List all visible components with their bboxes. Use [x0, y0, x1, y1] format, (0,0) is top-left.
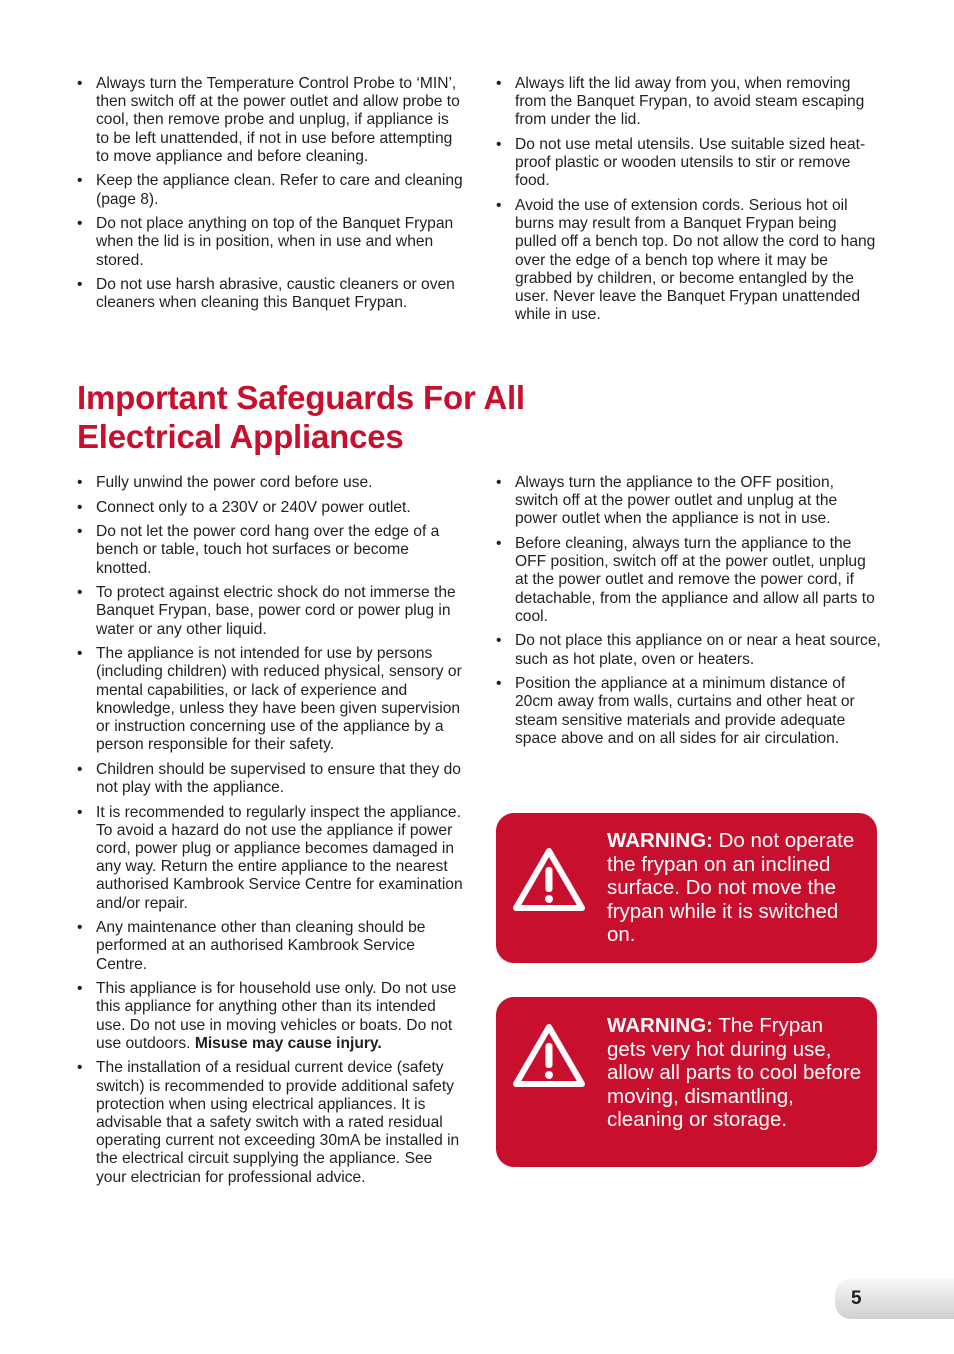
bullet-list: [77, 75, 465, 313]
warning-text: [607, 829, 862, 947]
list-item-text: Always lift the lid away from you, when removing from the Banquet Frypan, to avoid steam escaping from under the lid.: [515, 75, 865, 129]
bullet-icon: •: [496, 632, 502, 650]
warning-text: [607, 1014, 862, 1132]
bullet-icon: •: [77, 75, 83, 92]
section-heading-line-1: Important Safeguards For All: [77, 379, 525, 416]
list-item: [496, 136, 876, 191]
list-item-text: Always turn the appliance to the OFF position, switch off at the power outlet and unplug at the power outlet when the appliance is not in use.: [515, 474, 838, 528]
bullet-icon: •: [77, 1059, 83, 1077]
list-item: [496, 197, 876, 324]
list-item-text: Children should be supervised to ensure that they do not play with the appliance.: [96, 760, 461, 796]
warning-triangle-icon: [510, 1021, 588, 1091]
list-item: [77, 75, 465, 166]
section-heading-line-2: Electrical Appliances: [77, 417, 404, 455]
list-item-text: Position the appliance at a minimum distance of 20cm away from walls, curtains and other heat or steam sensitive materials and provide adequate space above and on all sides for air circulation.: [515, 675, 855, 747]
bullet-icon: •: [77, 803, 83, 821]
bottom-left-column: [77, 474, 465, 1193]
list-item: [77, 474, 465, 492]
bullet-icon: •: [77, 474, 83, 491]
list-item: [77, 980, 465, 1053]
bullet-list: [496, 474, 881, 748]
list-item: [77, 645, 465, 754]
section-heading: [77, 379, 525, 456]
list-item-text: Do not let the power cord hang over the edge of a bench or table, touch hot surfaces or become knotted.: [96, 523, 440, 577]
list-item: [77, 584, 465, 639]
bullet-icon: •: [77, 276, 83, 294]
bullet-icon: •: [77, 215, 83, 233]
warning-label: WARNING:: [607, 1014, 713, 1037]
bullet-icon: •: [496, 675, 502, 693]
list-item-text: The installation of a residual current device (safety switch) is recommended to provide additional safety protection when using electrical appliances. It is advisable that a safety switch with a rated residual operating current not exceeding 30mA be installed in the electrical circuit supplying the appliance. See your electrician for professional advice.: [96, 1059, 460, 1186]
list-item-text: Connect only to a 230V or 240V power outlet.: [96, 498, 411, 516]
list-item: [77, 215, 465, 270]
bullet-icon: •: [77, 645, 83, 663]
list-item: [496, 535, 881, 626]
warning-message: Do not operate the frypan on an inclined surface. Do not move the frypan while it is switched on.: [607, 829, 855, 947]
list-item-text: To protect against electric shock do not immerse the Banquet Frypan, base, power cord or power plug in water or any other liquid.: [96, 584, 456, 638]
bullet-icon: •: [77, 172, 83, 190]
list-item-text: The appliance is not intended for use by persons (including children) with reduced physical, sensory or mental capabilities, or lack of experience and knowledge, unless they have been given supervision or instruction concerning use of the appliance by a person responsible for their safety.: [96, 645, 462, 754]
bullet-icon: •: [77, 584, 83, 602]
bullet-icon: •: [77, 760, 83, 778]
list-item-text: Avoid the use of extension cords. Serious hot oil burns may result from a Banquet Frypan being pulled off a bench top. Do not allow the cord to hang over the edge of a bench top where it may be grabbed by children, or become entangled by the user. Never leave the Banquet Frypan unattended while in use.: [515, 197, 876, 324]
warning-triangle-icon: [510, 845, 588, 915]
list-item-text: Do not use metal utensils. Use suitable sized heat-proof plastic or wooden utensils to stir or remove food.: [515, 136, 866, 190]
top-right-column: [496, 75, 876, 331]
list-item-text: Do not use harsh abrasive, caustic cleaners or oven cleaners when cleaning this Banquet Frypan.: [96, 276, 455, 312]
bullet-icon: •: [496, 474, 502, 491]
warning-box: [496, 997, 877, 1167]
list-item: [77, 919, 465, 974]
list-item-text: Keep the appliance clean. Refer to care and cleaning (page 8).: [96, 172, 463, 208]
list-item-text: Any maintenance other than cleaning should be performed at an authorised Kambrook Service Centre.: [96, 919, 426, 973]
list-item-text: Fully unwind the power cord before use.: [96, 474, 373, 491]
bullet-icon: •: [77, 523, 83, 541]
list-item-text: Always turn the Temperature Control Probe to ‘MIN’, then switch off at the power outlet and allow probe to cool, then remove probe and unplug, if appliance is to be left unattended, if not in use before attempting to move appliance and before cleaning.: [96, 75, 460, 165]
bullet-icon: •: [496, 136, 502, 153]
warning-box: [496, 813, 877, 963]
list-item: [77, 172, 465, 208]
bullet-icon: •: [496, 75, 502, 92]
list-item-text: Do not place this appliance on or near a heat source, such as hot plate, oven or heaters.: [515, 632, 881, 668]
list-item: [77, 1059, 465, 1186]
list-item: [77, 276, 465, 312]
list-item: [496, 632, 881, 668]
page-number-tab: [835, 1279, 954, 1319]
list-item-text: This appliance is for household use only. Do not use this appliance for anything other than its intended use. Do not use in moving vehicles or boats. Do not use outdoors.: [96, 980, 457, 1052]
top-left-column: [77, 75, 465, 319]
warning-message: The Frypan gets very hot during use, allow all parts to cool before moving, dismantling, cleaning or storage.: [607, 1014, 862, 1132]
bullet-icon: •: [77, 980, 83, 998]
misuse-warning-bold: Misuse may cause injury.: [194, 1034, 382, 1052]
page-number: 5: [851, 1288, 862, 1309]
list-item: [496, 75, 876, 130]
list-item: [77, 523, 465, 578]
list-item-text: Do not place anything on top of the Banquet Frypan when the lid is in position, when in use and when stored.: [96, 215, 454, 269]
list-item: [77, 761, 465, 797]
bullet-icon: •: [77, 919, 83, 937]
bullet-icon: •: [496, 197, 502, 214]
list-item-text: Before cleaning, always turn the appliance to the OFF position, switch off at the power outlet, unplug at the power outlet and remove the power cord, if detachable, from the appliance and allow all parts to cool.: [515, 535, 875, 625]
list-item: [496, 675, 881, 748]
list-item: [77, 499, 465, 517]
bullet-icon: •: [77, 498, 83, 516]
list-item: [496, 474, 881, 529]
bullet-list: [77, 474, 465, 1187]
warning-label: WARNING:: [607, 829, 713, 852]
bottom-right-column: [496, 474, 881, 754]
bullet-icon: •: [496, 535, 502, 552]
list-item: [77, 804, 465, 913]
bullet-list: [496, 75, 876, 324]
list-item-text: It is recommended to regularly inspect the appliance. To avoid a hazard do not use the appliance if power cord, power plug or appliance becomes damaged in any way. Return the entire appliance to the nearest authorised Kambrook Service Centre for examination and/or repair.: [96, 803, 463, 912]
